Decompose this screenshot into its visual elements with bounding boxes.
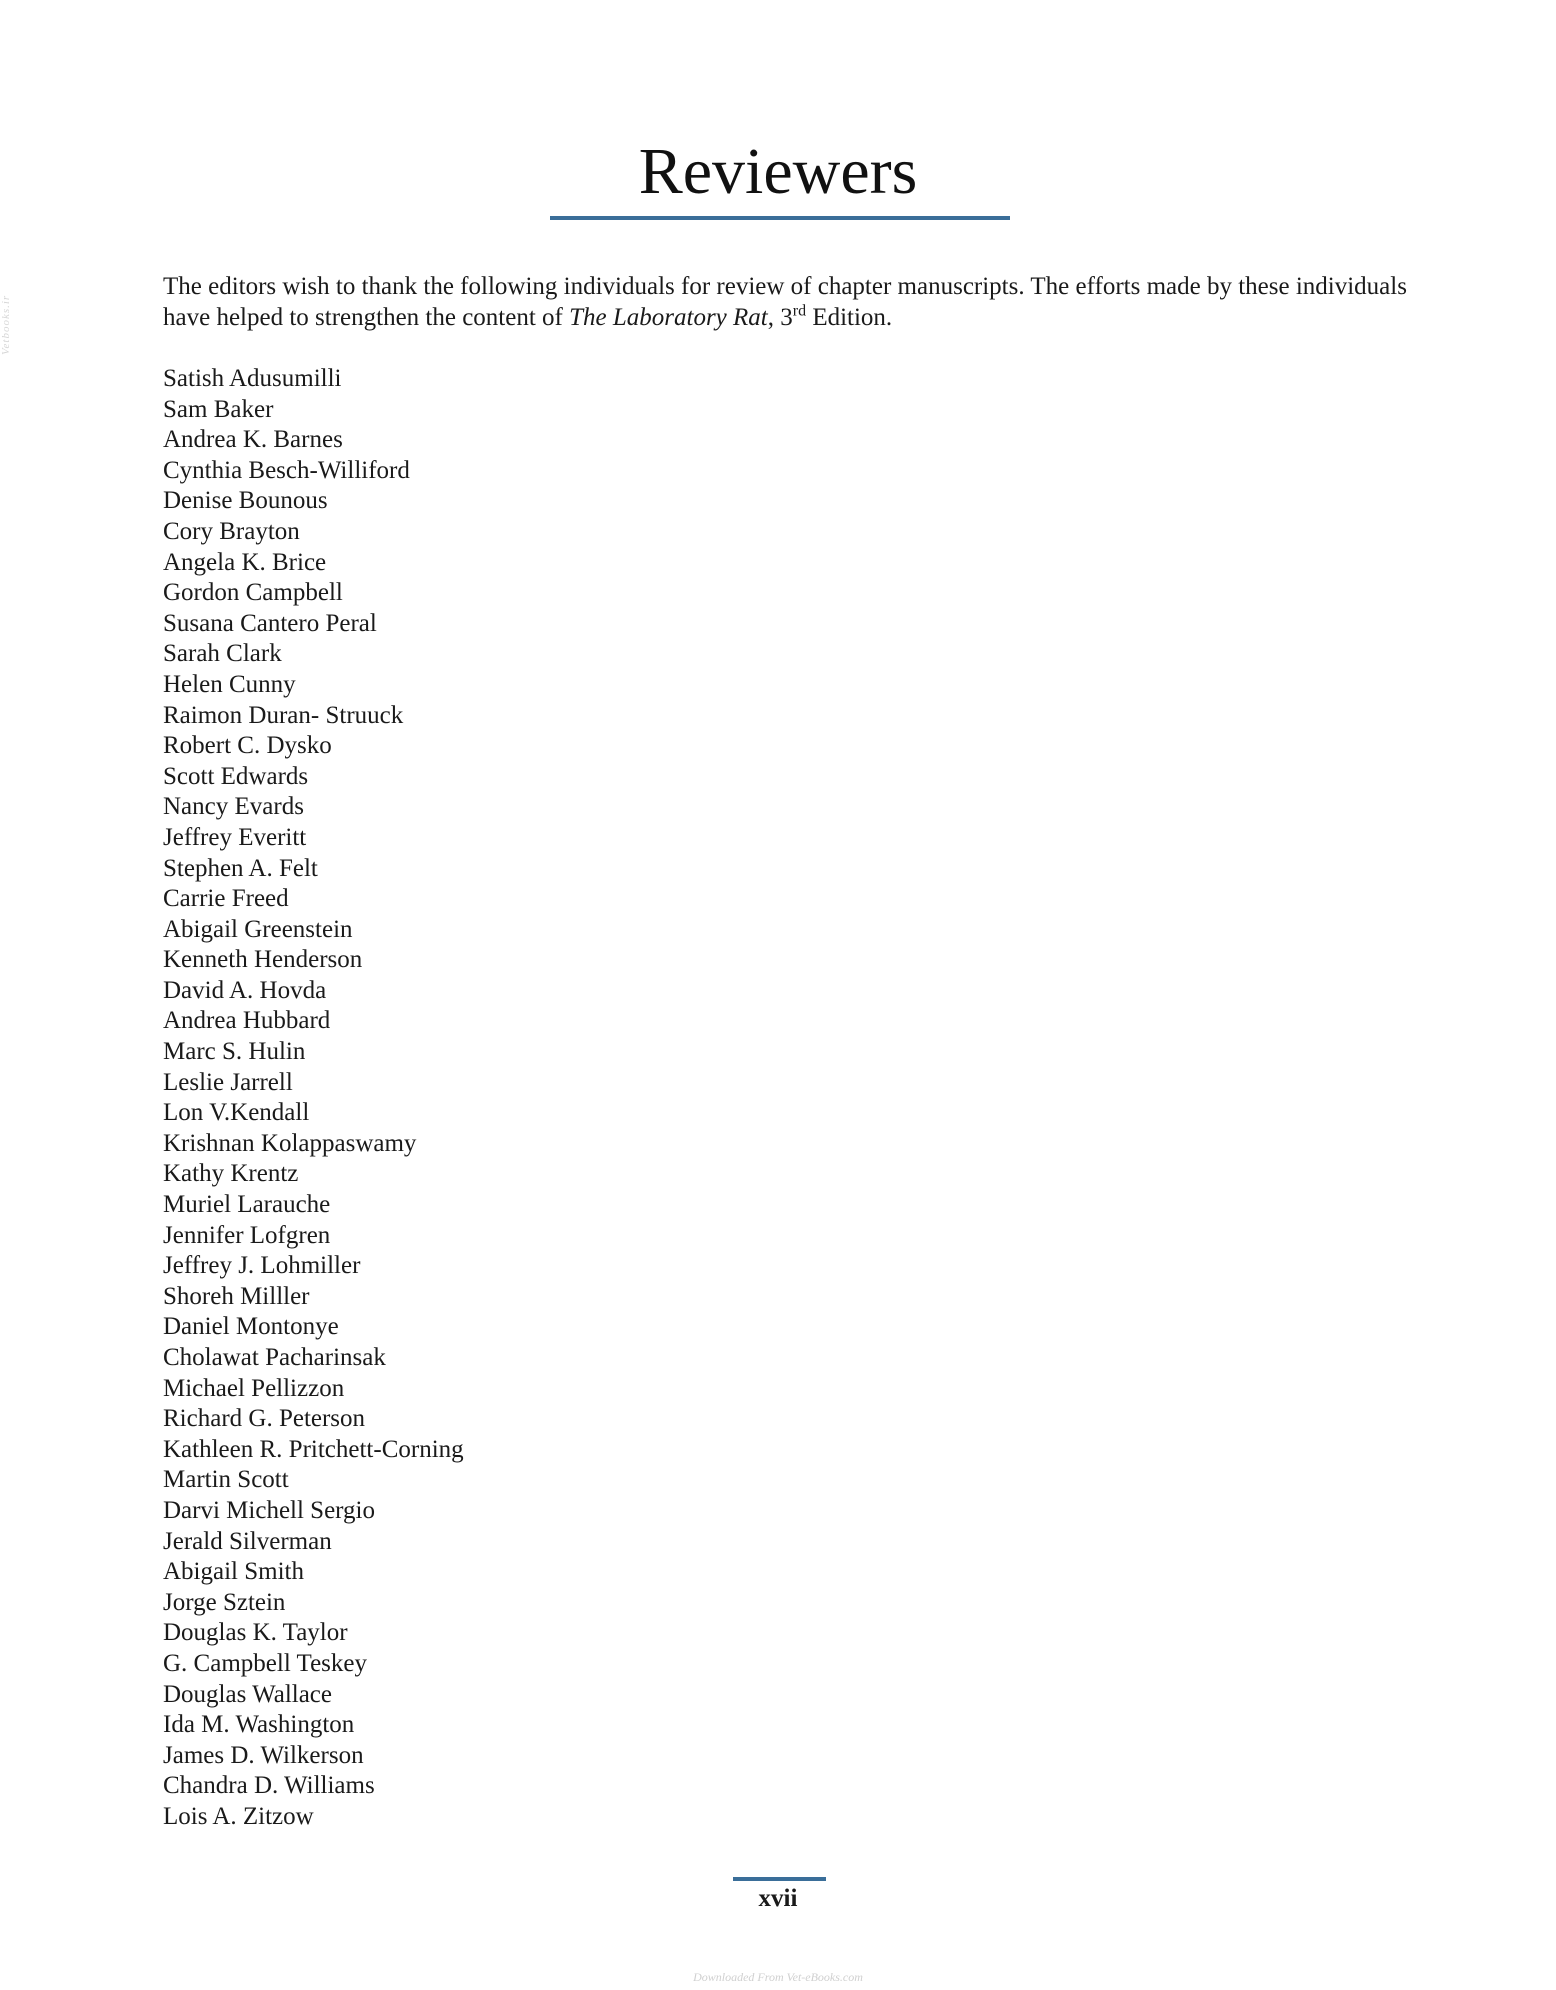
reviewer-name: Jorge Sztein [163,1588,286,1616]
intro-edition-number: , 3 [767,304,793,331]
intro-text-before: The editors wish to thank the following individuals for review of chapter manuscripts. The efforts made by these individuals have helped to strengthen the content of [163,273,1407,331]
reviewer-name: Darvi Michell Sergio [163,1496,375,1524]
reviewer-name: Douglas K. Taylor [163,1619,348,1647]
folio-rule [733,1877,826,1881]
reviewer-name: Carrie Freed [163,885,289,913]
reviewer-name: G. Campbell Teskey [163,1649,368,1677]
reviewer-name: Douglas Wallace [163,1680,332,1708]
reviewer-name: Susana Cantero Peral [163,609,377,637]
reviewer-name: Abigail Smith [163,1558,304,1586]
reviewer-name: Martin Scott [163,1466,289,1494]
reviewer-name: Andrea K. Barnes [163,426,343,454]
reviewer-name: Cory Brayton [163,517,300,545]
reviewer-name: Andrea Hubbard [163,1007,331,1035]
intro-paragraph [163,271,1453,333]
reviewer-name: Richard G. Peterson [163,1405,366,1433]
reviewer-name: Marc S. Hulin [163,1038,306,1066]
reviewer-name: Gordon Campbell [163,579,343,607]
reviewer-name: Shoreh Milller [163,1282,310,1310]
reviewer-name: Stephen A. Felt [163,854,318,882]
reviewer-name: Muriel Larauche [163,1191,331,1219]
reviewer-name: Satish Adusumilli [163,365,342,392]
reviewer-name: Jeffrey J. Lohmiller [163,1252,361,1280]
reviewer-name: Krishnan Kolappaswamy [163,1129,417,1157]
reviewer-name: Jennifer Lofgren [163,1221,331,1249]
reviewer-name: Denise Bounous [163,487,328,515]
reviewer-name: Sarah Clark [163,640,282,668]
reviewer-name: Kenneth Henderson [163,946,363,974]
page-title: Reviewers [638,135,918,208]
reviewer-name: Cynthia Besch-Williford [163,456,410,484]
reviewer-name: Robert C. Dysko [163,732,332,760]
reviewer-name: Lois A. Zitzow [163,1802,314,1830]
reviewer-name: Michael Pellizzon [163,1374,345,1402]
reviewer-name: Raimon Duran- Struuck [163,701,404,729]
reviewer-name: Scott Edwards [163,762,309,790]
page-number: xvii [758,1885,798,1912]
reviewer-name: Sam Baker [163,395,274,423]
reviewer-name: Daniel Montonye [163,1313,339,1341]
reviewer-name: Ida M. Washington [163,1711,355,1739]
reviewer-list [163,364,464,1833]
reviewer-name: Lon V.Kendall [163,1099,310,1127]
reviewer-name: Cholawat Pacharinsak [163,1344,386,1371]
title-underline-rule [550,216,1010,220]
intro-edition-superscript: rd [792,302,807,320]
side-watermark: Vetbooks.ir [0,294,12,356]
reviewer-name: Helen Cunny [163,670,296,698]
reviewer-name: Jerald Silverman [163,1527,332,1555]
reviewer-name: David A. Hovda [163,976,327,1004]
reviewer-name: Chandra D. Williams [163,1772,375,1800]
reviewer-name: Jeffrey Everitt [163,823,307,851]
intro-text-after: Edition. [806,304,893,331]
intro-book-title: The Laboratory Rat [569,304,768,331]
reviewer-name: Kathleen R. Pritchett-Corning [163,1435,464,1463]
reviewer-name: Nancy Evards [163,793,304,821]
reviewer-name: James D. Wilkerson [163,1741,364,1769]
footer-watermark: Downloaded From Vet-eBooks.com [693,1970,863,1984]
reviewer-name: Kathy Krentz [163,1160,299,1188]
reviewer-name: Angela K. Brice [163,548,327,576]
reviewer-name: Abigail Greenstein [163,915,353,943]
reviewer-name: Leslie Jarrell [163,1068,293,1096]
